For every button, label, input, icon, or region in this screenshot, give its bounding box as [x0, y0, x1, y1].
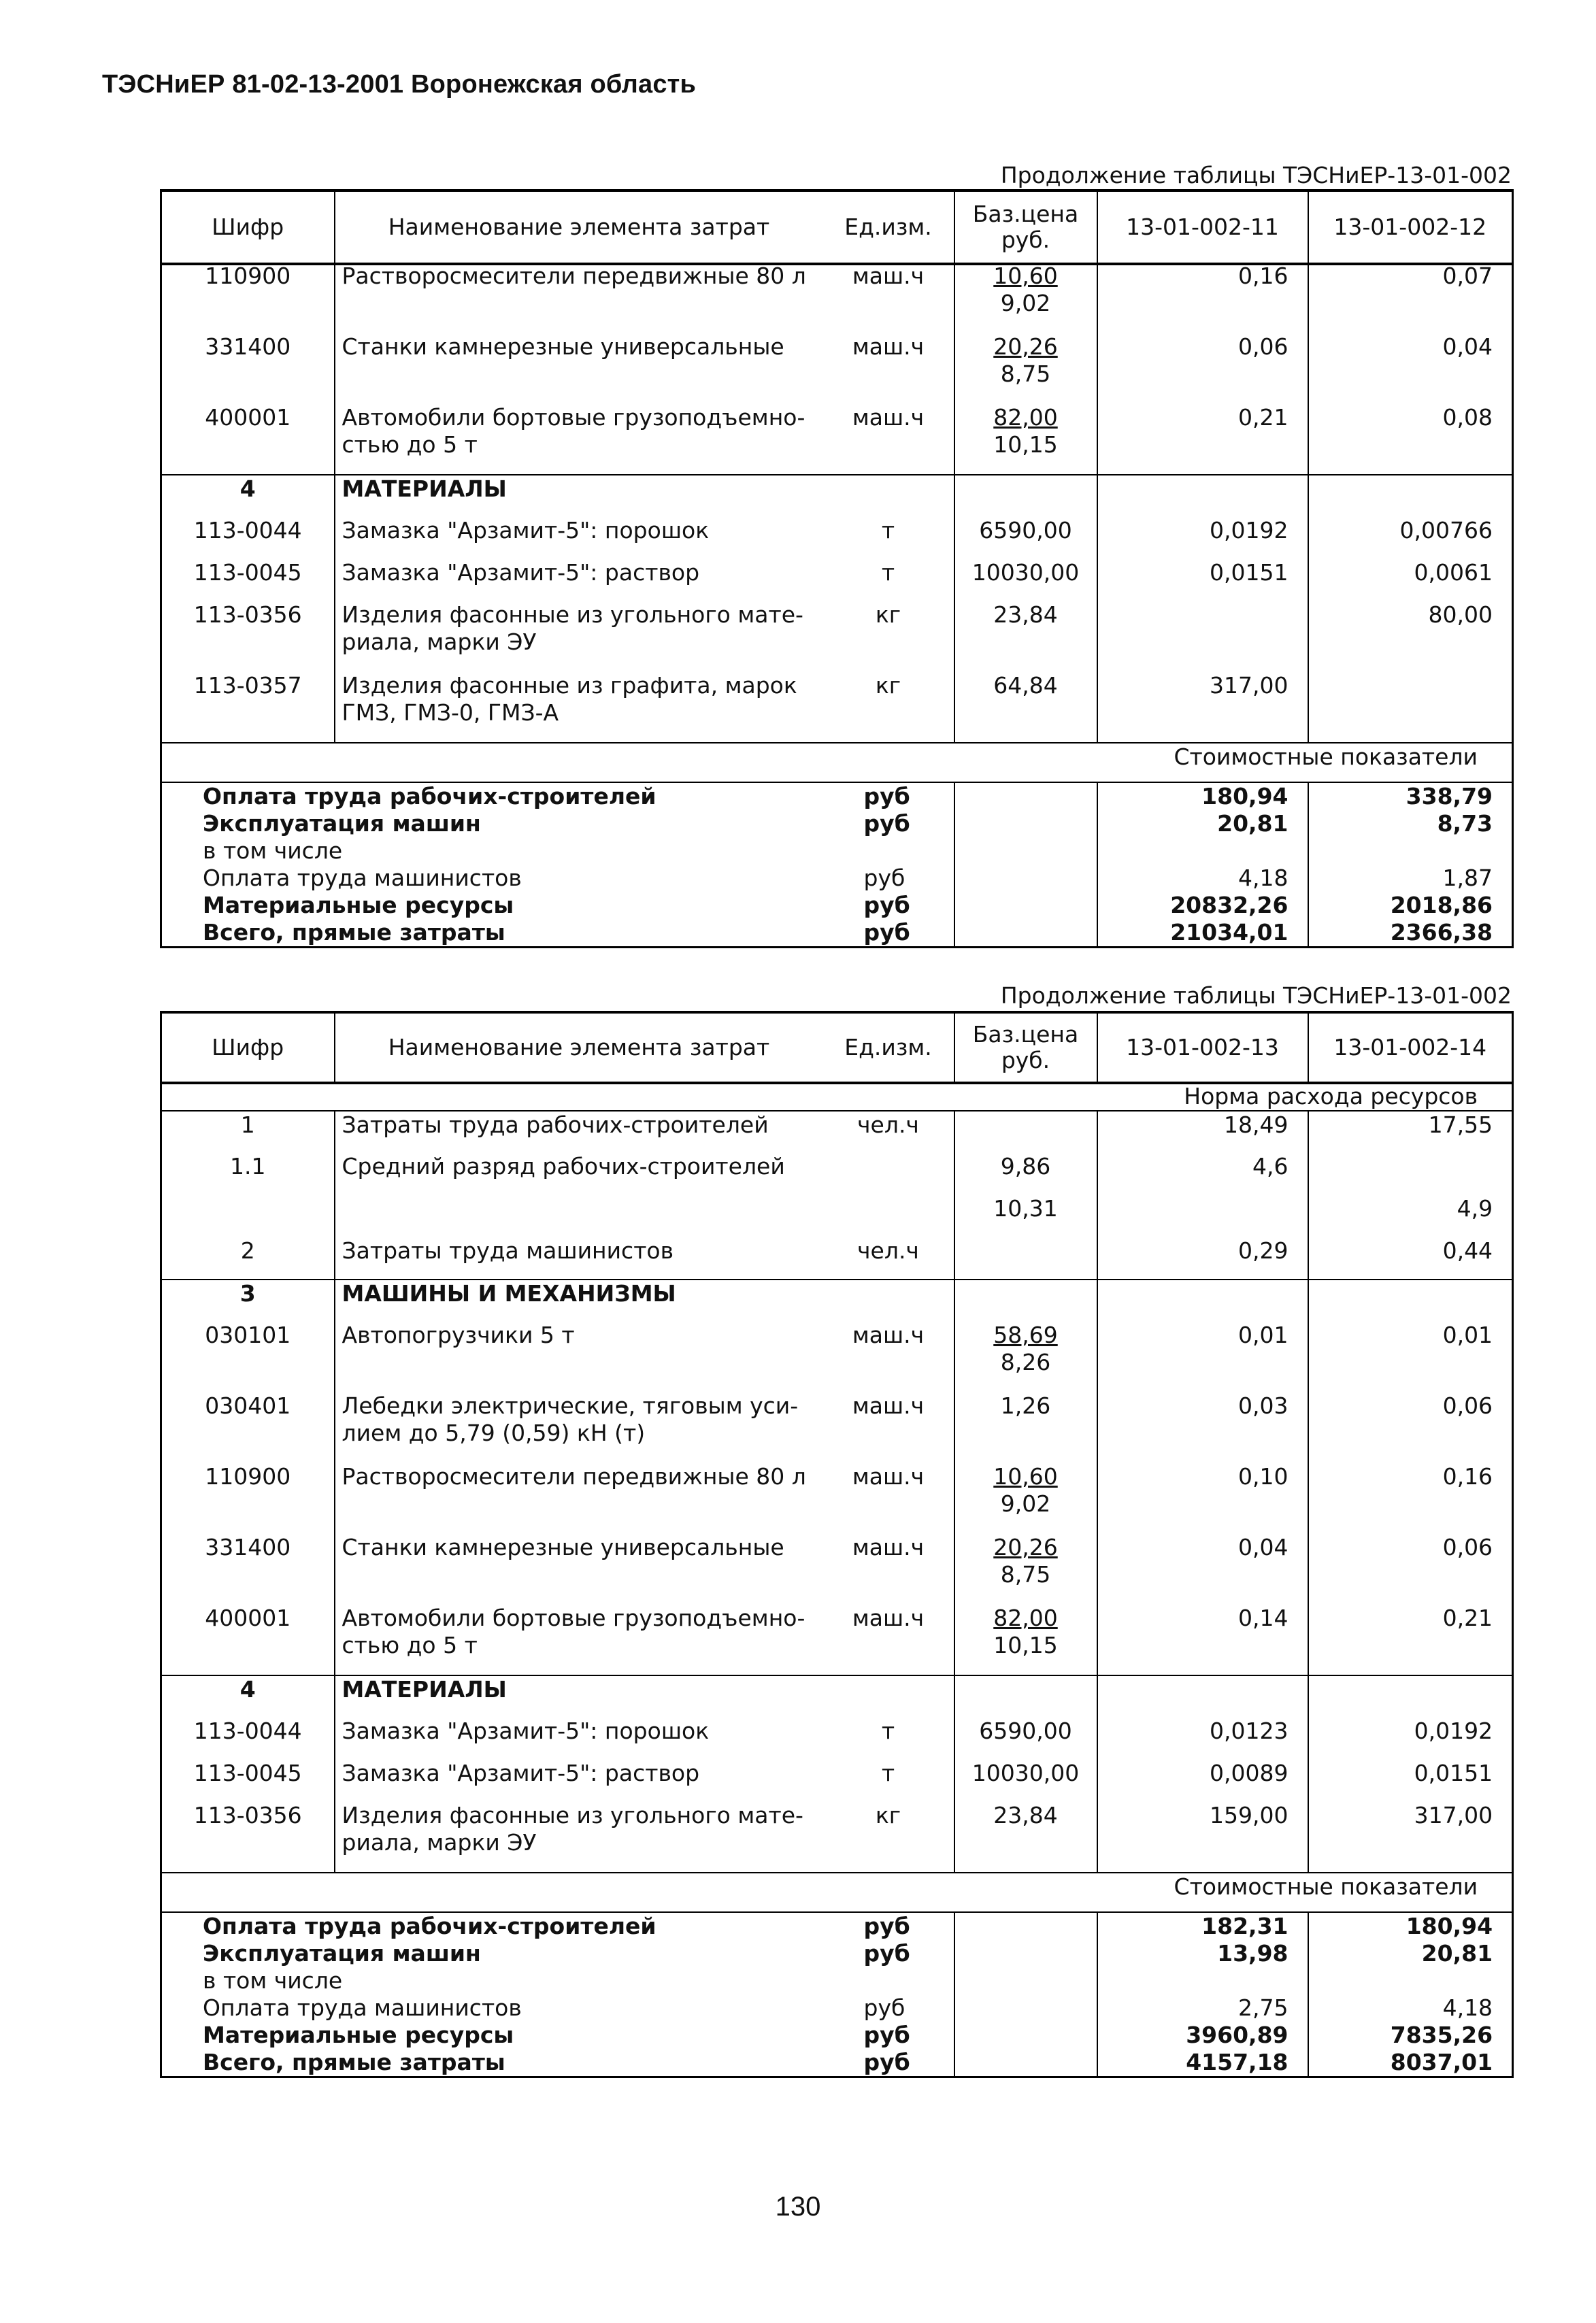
row-value-b: [1308, 475, 1513, 517]
table-row: [161, 263, 1513, 333]
price-cell: [954, 404, 1097, 475]
price-cell: [954, 672, 1097, 743]
row-unit: маш.ч: [852, 1322, 925, 1348]
row-value-a: 0,16: [1097, 263, 1308, 333]
summary-value-a: 20832,26: [1097, 892, 1308, 919]
base-price: 6590,00: [979, 517, 1072, 544]
table-row: [161, 1237, 1513, 1280]
summary-price-empty: [954, 1967, 1097, 1994]
summary-price-empty: [954, 2049, 1097, 2077]
summary-name: в том числе: [161, 837, 823, 865]
row-value-b: 17,55: [1308, 1111, 1513, 1153]
row-value-a: 0,0151: [1097, 559, 1308, 601]
price-cell: [954, 1322, 1097, 1392]
norm-label: Норма расхода ресурсов: [161, 1082, 1513, 1111]
row-value-a: [1097, 1280, 1308, 1322]
summary-value-a: 180,94: [1097, 782, 1308, 810]
header-unit: Ед.изм.: [823, 190, 954, 264]
table2-continuation-title: Продолжение таблицы ТЭСНиЕР-13-01-002: [1000, 982, 1512, 1009]
summary-unit: руб: [863, 892, 910, 918]
summary-value-a: [1097, 1967, 1308, 1994]
row-name: Замазка "Арзамит-5": раствор: [335, 1760, 823, 1802]
summary-unit: руб: [863, 1913, 910, 1939]
header-col-a: 13-01-002-11: [1097, 190, 1308, 264]
summary-row: [161, 1994, 1513, 2022]
row-value-b: 0,01: [1308, 1322, 1513, 1392]
row-value-a: 0,04: [1097, 1534, 1308, 1605]
row-value-b: 0,16: [1308, 1463, 1513, 1534]
row-name: Станки камнерезные универсальные: [335, 1534, 823, 1605]
row-unit: маш.ч: [852, 333, 925, 360]
summary-value-b: 180,94: [1308, 1912, 1513, 1940]
base-price: 82,00: [993, 1605, 1058, 1631]
table-row: [161, 1605, 1513, 1675]
row-unit: [823, 1280, 954, 1322]
table-row: [161, 1280, 1513, 1322]
summary-value-a: 4,18: [1097, 865, 1308, 892]
table1-body: [160, 263, 1514, 948]
summary-name: Оплата труда машинистов: [161, 865, 823, 892]
row-value-a: 0,0192: [1097, 517, 1308, 559]
row-code: 331400: [161, 1534, 335, 1605]
row-value-a: 18,49: [1097, 1111, 1308, 1153]
row-value-a: 0,21: [1097, 404, 1308, 475]
summary-row: [161, 2049, 1513, 2077]
row-code: 1.1: [161, 1153, 335, 1195]
summary-unit: руб: [863, 1994, 905, 2021]
header-price: Баз.цена руб.: [954, 190, 1097, 264]
row-name: Замазка "Арзамит-5": порошок: [335, 517, 823, 559]
table1-continuation-title: Продолжение таблицы ТЭСНиЕР-13-01-002: [1000, 162, 1512, 188]
row-unit: т: [881, 517, 895, 544]
summary-name: Эксплуатация машин: [161, 1940, 823, 1967]
row-value-a: 317,00: [1097, 672, 1308, 743]
table1: [160, 189, 1514, 265]
table-row: [161, 1718, 1513, 1760]
price-cell: [954, 559, 1097, 601]
summary-value-b: 4,18: [1308, 1994, 1513, 2022]
summary-row: [161, 892, 1513, 919]
row-value-a: 0,03: [1097, 1392, 1308, 1463]
row-value-a: 0,14: [1097, 1605, 1308, 1675]
row-code: 1: [161, 1111, 335, 1153]
row-code: 400001: [161, 404, 335, 475]
summary-price-empty: [954, 837, 1097, 865]
header-code: Шифр: [161, 190, 335, 264]
row-name: МАТЕРИАЛЫ: [335, 1675, 823, 1718]
row-name: Растворосмесители передвижные 80 л: [335, 263, 823, 333]
table-row: [161, 1322, 1513, 1392]
base-price-wage: 8,75: [1000, 1561, 1051, 1588]
summary-price-empty: [954, 2022, 1097, 2049]
row-name: Затраты труда рабочих-строителей: [335, 1111, 823, 1153]
base-price-wage: 10,15: [993, 431, 1058, 458]
row-unit: [823, 475, 954, 517]
table-row: [161, 1195, 1513, 1237]
price-cell: [954, 1392, 1097, 1463]
price-cell: [954, 263, 1097, 333]
row-unit: [823, 1675, 954, 1718]
row-code: 113-0044: [161, 517, 335, 559]
price-cell: [954, 333, 1097, 404]
row-code: 113-0044: [161, 1718, 335, 1760]
row-code: 110900: [161, 263, 335, 333]
price-cell: [954, 1760, 1097, 1802]
summary-price-empty: [954, 892, 1097, 919]
row-code: 113-0356: [161, 1802, 335, 1873]
summary-unit: руб: [863, 865, 905, 891]
header-name: Наименование элемента затрат: [335, 1012, 823, 1083]
summary-value-b: 8037,01: [1308, 2049, 1513, 2077]
price-cell: [954, 1718, 1097, 1760]
header-col-b: 13-01-002-14: [1308, 1012, 1513, 1083]
norm-label-row: [161, 1082, 1513, 1111]
row-value-b: 0,0192: [1308, 1718, 1513, 1760]
row-unit: [823, 1153, 954, 1195]
row-value-b: 0,0061: [1308, 559, 1513, 601]
row-name: Растворосмесители передвижные 80 л: [335, 1463, 823, 1534]
row-unit: кг: [875, 672, 901, 699]
table-row: [161, 404, 1513, 475]
row-code: 3: [161, 1280, 335, 1322]
table2: [160, 1011, 1514, 1084]
summary-price-empty: [954, 1994, 1097, 2022]
header-name: Наименование элемента затрат: [335, 190, 823, 264]
row-code: 4: [161, 475, 335, 517]
row-code: 110900: [161, 1463, 335, 1534]
row-code: 400001: [161, 1605, 335, 1675]
row-name: Изделия фасонные из угольного мате-риала, марки ЭУ: [335, 1802, 823, 1873]
price-cell: [954, 475, 1097, 517]
table-row: [161, 1392, 1513, 1463]
summary-row: [161, 782, 1513, 810]
cost-label-spacer: [161, 743, 1097, 782]
summary-value-a: 4157,18: [1097, 2049, 1308, 2077]
row-code: 113-0045: [161, 1760, 335, 1802]
summary-name: в том числе: [161, 1967, 823, 1994]
row-code: 4: [161, 1675, 335, 1718]
row-value-b: 0,08: [1308, 404, 1513, 475]
summary-value-b: 20,81: [1308, 1940, 1513, 1967]
row-name: Замазка "Арзамит-5": порошок: [335, 1718, 823, 1760]
summary-row: [161, 919, 1513, 948]
row-value-a: 0,29: [1097, 1237, 1308, 1280]
row-unit: чел.ч: [857, 1237, 919, 1264]
row-value-b: [1308, 1153, 1513, 1195]
summary-name: Оплата труда рабочих-строителей: [161, 782, 823, 810]
summary-value-a: 13,98: [1097, 1940, 1308, 1967]
header-col-b: 13-01-002-12: [1308, 190, 1513, 264]
base-price: 20,26: [993, 333, 1058, 360]
price-cell: [954, 1237, 1097, 1280]
page-number: 130: [775, 2192, 821, 2222]
summary-value-b: 338,79: [1308, 782, 1513, 810]
summary-value-b: [1308, 837, 1513, 865]
summary-name: Материальные ресурсы: [161, 2022, 823, 2049]
summary-price-empty: [954, 1912, 1097, 1940]
row-name: Автопогрузчики 5 т: [335, 1322, 823, 1392]
price-cell: [954, 1605, 1097, 1675]
row-value-b: [1308, 1675, 1513, 1718]
row-unit: маш.ч: [852, 1534, 925, 1560]
row-value-a: 0,01: [1097, 1322, 1308, 1392]
row-name: Изделия фасонные из угольного мате-риала, марки ЭУ: [335, 601, 823, 672]
row-name: Затраты труда машинистов: [335, 1237, 823, 1280]
row-unit: маш.ч: [852, 263, 925, 289]
base-price-wage: 9,02: [1000, 1490, 1051, 1517]
row-value-b: 80,00: [1308, 601, 1513, 672]
row-value-a: 0,06: [1097, 333, 1308, 404]
table1-header-row: [161, 190, 1513, 264]
base-price: 1,26: [1000, 1392, 1051, 1419]
summary-unit: [823, 1967, 954, 1994]
row-value-a: 159,00: [1097, 1802, 1308, 1873]
row-value-a: 0,10: [1097, 1463, 1308, 1534]
row-name: МАТЕРИАЛЫ: [335, 475, 823, 517]
base-price: 58,69: [993, 1322, 1058, 1348]
row-unit: чел.ч: [857, 1112, 919, 1138]
table-row: [161, 475, 1513, 517]
table-row: [161, 672, 1513, 743]
table2-body: [160, 1082, 1514, 2078]
row-name: Автомобили бортовые грузоподъемно-стью до 5 т: [335, 1605, 823, 1675]
summary-name: Эксплуатация машин: [161, 810, 823, 837]
summary-row: [161, 837, 1513, 865]
summary-value-b: 1,87: [1308, 865, 1513, 892]
summary-name: Всего, прямые затраты: [161, 919, 823, 948]
row-value-b: 0,06: [1308, 1392, 1513, 1463]
row-unit: маш.ч: [852, 1463, 925, 1490]
row-value-b: 0,21: [1308, 1605, 1513, 1675]
price-cell: [954, 1111, 1097, 1153]
header-price: Баз.цена руб.: [954, 1012, 1097, 1083]
base-price: 20,26: [993, 1534, 1058, 1560]
header-code: Шифр: [161, 1012, 335, 1083]
row-value-b: 0,06: [1308, 1534, 1513, 1605]
summary-name: Оплата труда рабочих-строителей: [161, 1912, 823, 1940]
row-value-a: [1097, 475, 1308, 517]
price-cell: [954, 517, 1097, 559]
row-unit: [823, 1195, 954, 1237]
row-code: 2: [161, 1237, 335, 1280]
header-col-a: 13-01-002-13: [1097, 1012, 1308, 1083]
row-code: 113-0045: [161, 559, 335, 601]
summary-value-b: 7835,26: [1308, 2022, 1513, 2049]
row-name: Замазка "Арзамит-5": раствор: [335, 559, 823, 601]
row-value-a: 4,6: [1097, 1153, 1308, 1195]
row-name: Средний разряд рабочих-строителей: [335, 1153, 823, 1195]
base-price: 6590,00: [979, 1718, 1072, 1744]
row-value-b: 0,00766: [1308, 517, 1513, 559]
row-value-b: 317,00: [1308, 1802, 1513, 1873]
row-name: Изделия фасонные из графита, марок ГМЗ, ГМЗ-0, ГМЗ-А: [335, 672, 823, 743]
base-price: 10,60: [993, 1463, 1058, 1490]
row-value-a: [1097, 1195, 1308, 1237]
row-value-b: [1308, 1280, 1513, 1322]
row-value-b: 0,04: [1308, 333, 1513, 404]
table-row: [161, 1111, 1513, 1153]
summary-value-b: 2366,38: [1308, 919, 1513, 948]
table-row: [161, 1534, 1513, 1605]
row-name: [335, 1195, 823, 1237]
base-price: 10,31: [993, 1195, 1058, 1222]
row-name: Автомобили бортовые грузоподъемно-стью до 5 т: [335, 404, 823, 475]
price-cell: [954, 1153, 1097, 1195]
summary-value-a: 182,31: [1097, 1912, 1308, 1940]
summary-value-a: 21034,01: [1097, 919, 1308, 948]
summary-value-a: 3960,89: [1097, 2022, 1308, 2049]
base-price-wage: 8,26: [1000, 1349, 1051, 1375]
summary-row: [161, 2022, 1513, 2049]
summary-unit: [823, 837, 954, 865]
summary-price-empty: [954, 919, 1097, 948]
summary-row: [161, 1940, 1513, 1967]
row-value-b: 4,9: [1308, 1195, 1513, 1237]
base-price: 82,00: [993, 404, 1058, 431]
table-row: [161, 517, 1513, 559]
summary-value-a: 20,81: [1097, 810, 1308, 837]
base-price-wage: 8,75: [1000, 361, 1051, 387]
row-code: 030401: [161, 1392, 335, 1463]
row-value-a: [1097, 1675, 1308, 1718]
base-price: 10030,00: [971, 1760, 1080, 1786]
base-price: 64,84: [993, 672, 1058, 699]
summary-unit: руб: [823, 919, 954, 948]
summary-name: Оплата труда машинистов: [161, 1994, 823, 2022]
cost-label-row: [161, 1873, 1513, 1912]
row-unit: т: [881, 559, 895, 586]
row-code: 113-0357: [161, 672, 335, 743]
row-code: 113-0356: [161, 601, 335, 672]
row-value-b: 0,0151: [1308, 1760, 1513, 1802]
price-cell: [954, 1280, 1097, 1322]
summary-price-empty: [954, 810, 1097, 837]
table-row: [161, 559, 1513, 601]
price-cell: [954, 1195, 1097, 1237]
price-cell: [954, 1463, 1097, 1534]
table-row: [161, 1760, 1513, 1802]
cost-label: Стоимостные показатели: [1097, 1873, 1513, 1912]
row-unit: маш.ч: [852, 1605, 925, 1631]
summary-name: Материальные ресурсы: [161, 892, 823, 919]
row-unit: т: [881, 1760, 895, 1786]
base-price: 10,60: [993, 263, 1058, 289]
row-code: 331400: [161, 333, 335, 404]
summary-name: Всего, прямые затраты: [161, 2049, 823, 2077]
summary-value-a: 2,75: [1097, 1994, 1308, 2022]
row-unit: кг: [875, 601, 901, 628]
summary-unit: руб: [863, 2022, 910, 2048]
summary-value-b: [1308, 1967, 1513, 1994]
summary-price-empty: [954, 865, 1097, 892]
table2-header-row: [161, 1012, 1513, 1083]
price-cell: [954, 1802, 1097, 1873]
summary-unit: руб: [863, 810, 910, 837]
summary-value-a: [1097, 837, 1308, 865]
row-value-b: 0,07: [1308, 263, 1513, 333]
row-name: Станки камнерезные универсальные: [335, 333, 823, 404]
summary-price-empty: [954, 782, 1097, 810]
table-row: [161, 1675, 1513, 1718]
cost-label: Стоимостные показатели: [1097, 743, 1513, 782]
row-unit: маш.ч: [852, 404, 925, 431]
summary-value-b: 2018,86: [1308, 892, 1513, 919]
summary-row: [161, 1967, 1513, 1994]
row-name: МАШИНЫ И МЕХАНИЗМЫ: [335, 1280, 823, 1322]
base-price: 23,84: [993, 1802, 1058, 1828]
summary-row: [161, 810, 1513, 837]
header-unit: Ед.изм.: [823, 1012, 954, 1083]
base-price-wage: 9,02: [1000, 290, 1051, 316]
row-unit: т: [881, 1718, 895, 1744]
price-cell: [954, 1534, 1097, 1605]
price-cell: [954, 1675, 1097, 1718]
row-value-b: [1308, 672, 1513, 743]
summary-row: [161, 865, 1513, 892]
base-price-wage: 10,15: [993, 1632, 1058, 1658]
table-row: [161, 1153, 1513, 1195]
summary-value-b: 8,73: [1308, 810, 1513, 837]
cost-label-spacer: [161, 1873, 1097, 1912]
row-value-a: 0,0089: [1097, 1760, 1308, 1802]
row-code: [161, 1195, 335, 1237]
base-price: 9,86: [1000, 1153, 1051, 1180]
base-price: 23,84: [993, 601, 1058, 628]
price-cell: [954, 601, 1097, 672]
summary-row: [161, 1912, 1513, 1940]
document-title: ТЭСНиЕР 81-02-13-2001 Воронежская область: [102, 70, 697, 99]
summary-unit: руб: [863, 1940, 910, 1967]
summary-price-empty: [954, 1940, 1097, 1967]
cost-label-row: [161, 743, 1513, 782]
row-value-a: 0,0123: [1097, 1718, 1308, 1760]
table-row: [161, 333, 1513, 404]
table-row: [161, 1463, 1513, 1534]
row-unit: маш.ч: [852, 1392, 925, 1419]
row-name: Лебедки электрические, тяговым уси-лием до 5,79 (0,59) кН (т): [335, 1392, 823, 1463]
table-row: [161, 601, 1513, 672]
base-price: 10030,00: [971, 559, 1080, 586]
summary-unit: руб: [823, 2049, 954, 2077]
row-code: 030101: [161, 1322, 335, 1392]
summary-unit: руб: [863, 783, 910, 809]
row-value-a: [1097, 601, 1308, 672]
row-unit: кг: [875, 1802, 901, 1828]
table-row: [161, 1802, 1513, 1873]
row-value-b: 0,44: [1308, 1237, 1513, 1280]
